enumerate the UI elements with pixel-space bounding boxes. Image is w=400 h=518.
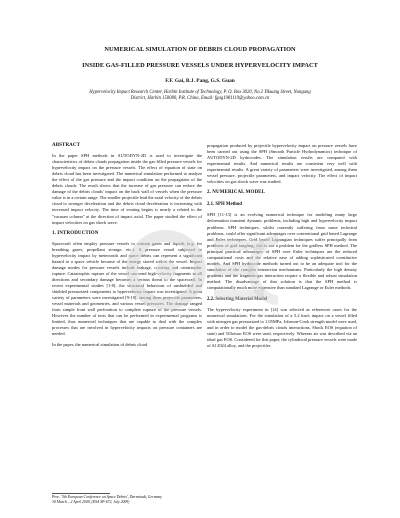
footnote-line-1: Proc. '5th European Conference on Space Debris', Darmstadt, Germany: [52, 495, 162, 499]
paper-title-line-2: INSIDE GAS-FILLED PRESSURE VESSELS UNDER HYPERVELOCITY IMPACT: [82, 62, 318, 69]
paper-affiliation: [50, 90, 350, 102]
affiliation-line-1: Hypervelocity Impact Research Center, Harbin Institute of Technology, P. O. Box 3020, No.2 Yikuang Street, Nangang: [89, 90, 311, 95]
section-2-1-text: SPH [11-13] is an evolving numerical technique for modeling many large deformation transient dynamic problems, including high and hypervelocity impact problems. SPH techniques, whilst currently suffering from some technical problems, could offer significant advantages over conventional grid based Lagrange and Euler techniques. Grid based Lagrangian techniques suffer principally from problems of grid tangling; this is not a problem for the gridless SPH method. The principal practical advantages of SPH over Euler techniques are the reduced computational costs and the relative ease of adding sophisticated constitutive models. And SPH hydrocode methods turned out to be an adequate tool for the simulation of the complex interaction mechanisms. Particularly the high density gradients and the fragment-gas interaction require a flexible and robust simulation method. The disadvantage of that solution is that the SPH method is computationally much more expensive than standard Lagrange or Euler methods.: [207, 212, 357, 290]
abstract-heading: ABSTRACT: [52, 143, 81, 148]
footnote-divider: [52, 493, 110, 494]
paper-authors: F.F. Gai, B.J. Pang, G.S. Guan: [165, 78, 235, 84]
introduction-heading: 1. INTRODUCTION: [52, 230, 99, 236]
section-2-2-heading: 2.2. Selecting Material Model: [207, 297, 268, 303]
right-column: [207, 143, 357, 349]
section-2-1-heading: 2.1. SPH Method: [207, 202, 242, 208]
footnote-line-2: 30 March – 2 April 2009, (ESA SP-672, July 2009): [52, 500, 130, 504]
introduction-paragraph-1: Spacecraft often employ pressure vessels to contain gases and liquids (e.g. for breathing gases, propellant storage, etc.). A pressure vessel subjected to hypervelocity impact by meteoroids and space debris can represent a significant hazard to a space vehicle because of the energy stored within the vessel. Impact damage modes for pressure vessels include leakage, cracking and catastrophic rupture. Catastrophic rupture of the vessel can send high-velocity fragments in all directions and secondary damage becomes a serious threat to the spacecraft. In recent experimental studies [1-8], the structural behaviour of unshielded and shielded pressurized components to hypervelocity impact was investigated. A great variety of parameters were investigated [9-10], among them projectile parameters, vessel materials and geometries, and various vessel pressures. The damage ranged from simple front wall perforation to complete rupture of the pressure vessels. However the number of tests that can be performed in experimental programs is limited, thus numerical techniques that are capable to deal with the complex processes that are involved in hypervelocity impacts on pressure containers are needed.: [52, 240, 202, 337]
affiliation-line-2: District, Harbin 150080, P.R. China, Email: fgag1981119@yahoo.com.cn: [130, 96, 270, 102]
abstract-text: In the paper SPH methods in AUTODYN-2D is used to investigate the characteristics of debris clouds propagation inside the gas-filled pressure vessels for hypervelocity impact on the pressure vessels. The effect of equation of state on debris cloud has been investigated. The numerical simulation performed to analyze the effect of the gas pressure and the impact condition on the propagation of the debris clouds. The result shows that the increase of gas pressure can reduce the damage of the debris clouds' impact on the back wall of vessels when the pressure value is in a certain range. The smaller projectile lead the axial velocity of the debris cloud to stronger deceleration and the debris cloud deceleration is increasing with increased impact velocity. The time of venting begins is nearly a related to the "vacuum column" at the direction of impact axial. The paper studied the effect of impact velocities on gas shock wave.: [52, 153, 202, 225]
introduction-paragraph-2: In the paper, the numerical simulation of debris cloud: [52, 342, 148, 348]
paper-title-line-1: NUMERICAL SIMULATION OF DEBRIS CLOUD PROPAGATION: [104, 46, 296, 53]
left-column: [52, 143, 202, 348]
introduction-continued: propagation produced by projectile hypervelocity impact on pressure vessels have been carried out using the SPH (Smooth Particle Hydrodynamics) technique of AUTODYN-2D hydrocodes. The simulation results are compared with experimental results. And numerical results are consistent very well with experimental results. A great variety of parameters were investigated, among them vessel pressure, projectile parameters, and impact velocity. The effect of impact velocities on gas shock wave was studied.: [207, 143, 357, 185]
section-2-2-text: The hypervelocity experiment in [14] was selected as references cases for the numerical simulations. For the simulation of a 5.2 km/s impact on a vessel filled with nitrogen gas pressurized to 1.05MPa, Johnson-Cook strength model were used, and in order to model the gas-debris clouds interactions, Shock EOS (equation of state) and Tillotson EOS were used, respectively. Whereas air was described via an ideal gas EOS. Considered for this paper, the cylindrical pressure vessels were made of Al 2024 alloy, and the projectiles: [207, 307, 357, 349]
section-2-heading: 2. NUMERICAL MODEL: [207, 190, 266, 196]
footnote: [52, 495, 212, 505]
